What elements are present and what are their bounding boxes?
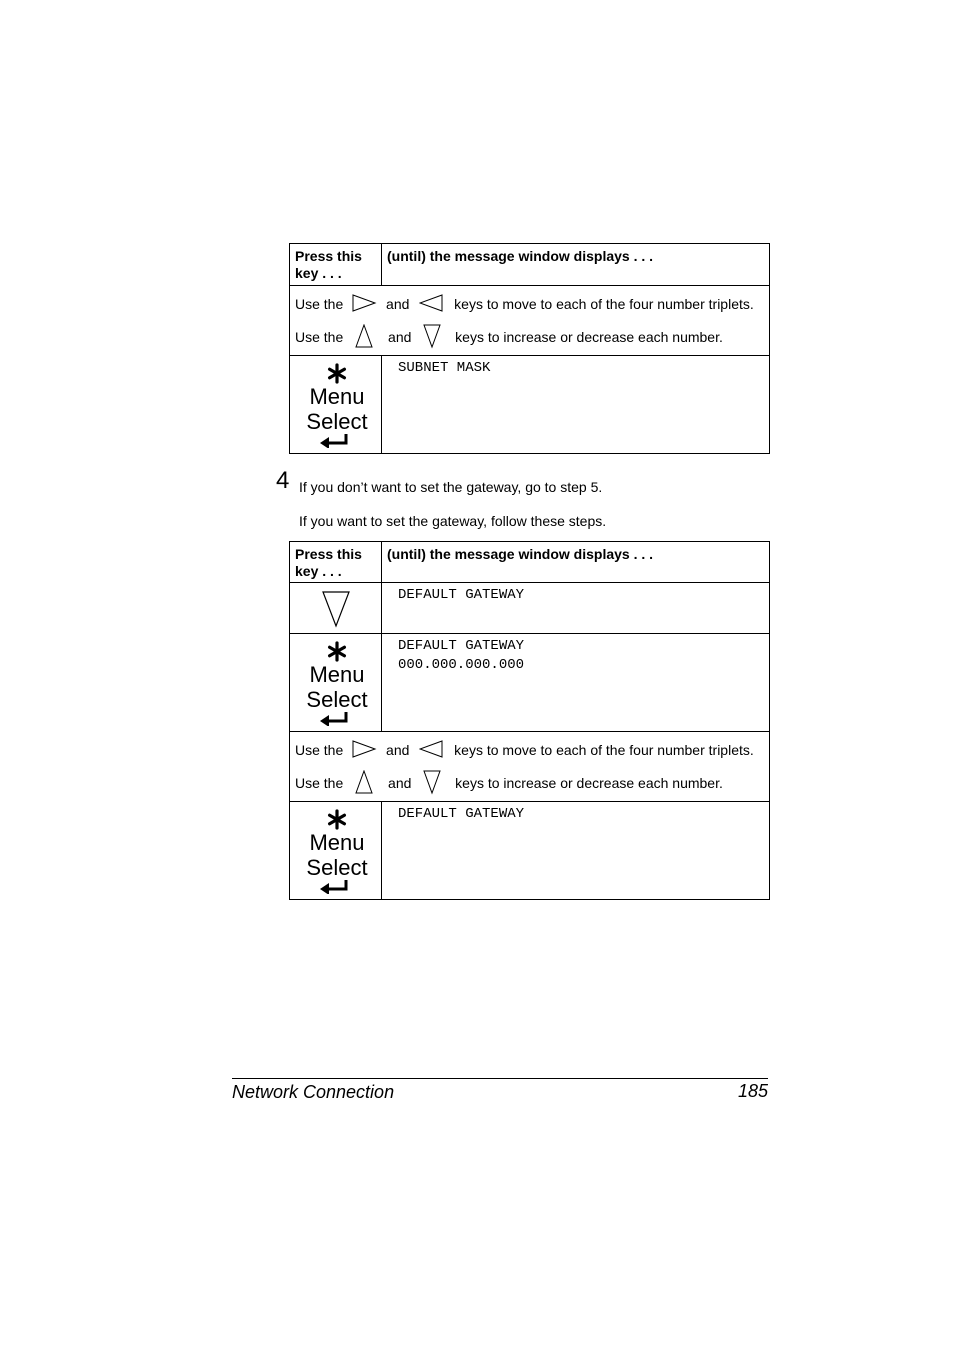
key-table-subnet <box>289 243 770 454</box>
header-display: (until) the message window displays . . . <box>387 248 654 264</box>
and-label: and <box>386 741 410 758</box>
and-label: and <box>388 328 412 345</box>
and-label: and <box>386 295 410 312</box>
down-arrow-icon <box>423 770 443 795</box>
arrow-instructions <box>290 732 770 802</box>
use-label: Use the <box>295 328 344 345</box>
move-instruction: keys to move to each of the four number triplets. <box>454 741 754 758</box>
message-window: DEFAULT GATEWAY <box>398 587 525 603</box>
down-key <box>290 583 382 634</box>
right-arrow-icon <box>352 294 378 313</box>
message-window-line1: DEFAULT GATEWAY <box>398 638 525 654</box>
and-label: and <box>388 774 412 791</box>
use-label: Use the <box>295 295 344 312</box>
move-instruction: keys to move to each of the four number triplets. <box>454 295 754 312</box>
adjust-instruction: keys to increase or decrease each number. <box>455 328 723 345</box>
svg-text:Menu: Menu <box>308 662 365 687</box>
adjust-instruction: keys to increase or decrease each number. <box>455 774 723 791</box>
left-arrow-icon <box>419 294 445 313</box>
menu-select-key <box>290 802 382 900</box>
key-table-gateway <box>289 541 770 900</box>
footer-section-title: Network Connection <box>232 1082 395 1102</box>
up-arrow-icon <box>355 770 375 795</box>
message-window: DEFAULT GATEWAY <box>398 806 525 822</box>
menu-select-key <box>290 356 382 454</box>
menu-select-key <box>290 634 382 732</box>
down-arrow-icon <box>423 324 443 349</box>
svg-text:Select: Select <box>305 687 368 712</box>
menu-select-key-icon <box>301 808 371 894</box>
footer-divider <box>232 1078 768 1079</box>
svg-text:Select: Select <box>305 855 368 880</box>
page-number: 185 <box>737 1081 768 1101</box>
use-label: Use the <box>295 741 344 758</box>
left-arrow-icon <box>419 740 445 759</box>
step-text: If you don’t want to set the gateway, go to step 5. <box>299 479 603 495</box>
menu-select-key-icon <box>301 640 371 726</box>
svg-text:Menu: Menu <box>308 830 365 855</box>
right-arrow-icon <box>352 740 378 759</box>
svg-text:Menu: Menu <box>308 384 365 409</box>
header-display: (until) the message window displays . . . <box>387 546 654 562</box>
up-arrow-icon <box>355 324 375 349</box>
use-label: Use the <box>295 774 344 791</box>
message-window-line2: 000.000.000.000 <box>398 657 525 673</box>
svg-text:Select: Select <box>305 409 368 434</box>
header-key: Press this key . . . <box>295 546 362 579</box>
header-key: Press this key . . . <box>295 248 362 281</box>
step-number: 4 <box>276 467 290 494</box>
step-text-2: If you want to set the gateway, follow these steps. <box>299 513 607 529</box>
down-arrow-icon <box>321 589 351 629</box>
menu-select-key-icon <box>301 362 371 448</box>
arrow-instructions <box>290 286 770 356</box>
message-window: SUBNET MASK <box>398 360 491 376</box>
